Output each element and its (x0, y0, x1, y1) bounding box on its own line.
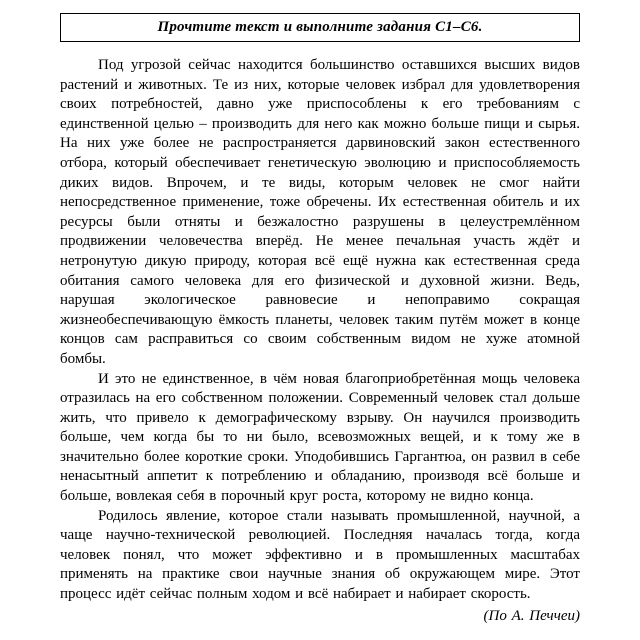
instruction-header (60, 13, 580, 42)
author-attribution: (По А. Печчеи) (483, 607, 580, 624)
paragraph-2: И это не единственное, в чём новая благоприобретённая мощь человека отразилась на его собственном положении. Современный человек стал дольше жить, что привело к демографическому взрыву. Он научился производить больше, чем когда бы то ни было, всевозможных вещей, и к тому же в значительно более короткие сроки. Уподобившись Гаргантюа, он развил в себе ненасытный аппетит к потреблению и обладанию, производя всё больше и больше, вовлекая себя в порочный круг роста, которому не видно конца. (60, 370, 580, 505)
paragraph-1: Под угрозой сейчас находится большинство оставшихся высших видов растений и животных. Те из них, которые человек избрал для удовлетворения своих потребностей, давно уже приспособлены к его требованиям с единственной целью – производить для него как можно больше пищи и сырья. На них уже более не распространяется дарвиновский закон естественного отбора, который обеспечивает генетическую эволюцию и приспособляемость диких видов. Впрочем, и те виды, которым человек не смог найти непосредственное применение, тоже обречены. Их естественная обитель и их ресурсы были отняты и безжалостно разрушены в целеустремлённом продвижении человечества вперёд. Не менее печальная участь ждёт и нетронутую дикую природу, которая всё ещё нужна как естественная среда обитания самого человека для его физической и духовной жизни. Ведь, нарушая экологическое равновесие и непоправимо сокращая жизнеобеспечивающую ёмкость планеты, человек таким путём может в конце концов сам расправиться со своим собственным видом не хуже атомной бомбы. (60, 57, 580, 367)
instruction-text: Прочтите текст и выполните задания С1–С6. (157, 19, 483, 35)
reading-text (60, 56, 580, 626)
paragraph-3: Родилось явление, которое стали называть промышленной, научной, а чаще научно-технической революцией. Последняя началась тогда, когда человек понял, что может эффективно и в промышленных масштабах применять на практике свои научные знания об окружающем мире. Этот процесс идёт сейчас полным ходом и всё набирает и набирает скорость. (60, 507, 580, 603)
